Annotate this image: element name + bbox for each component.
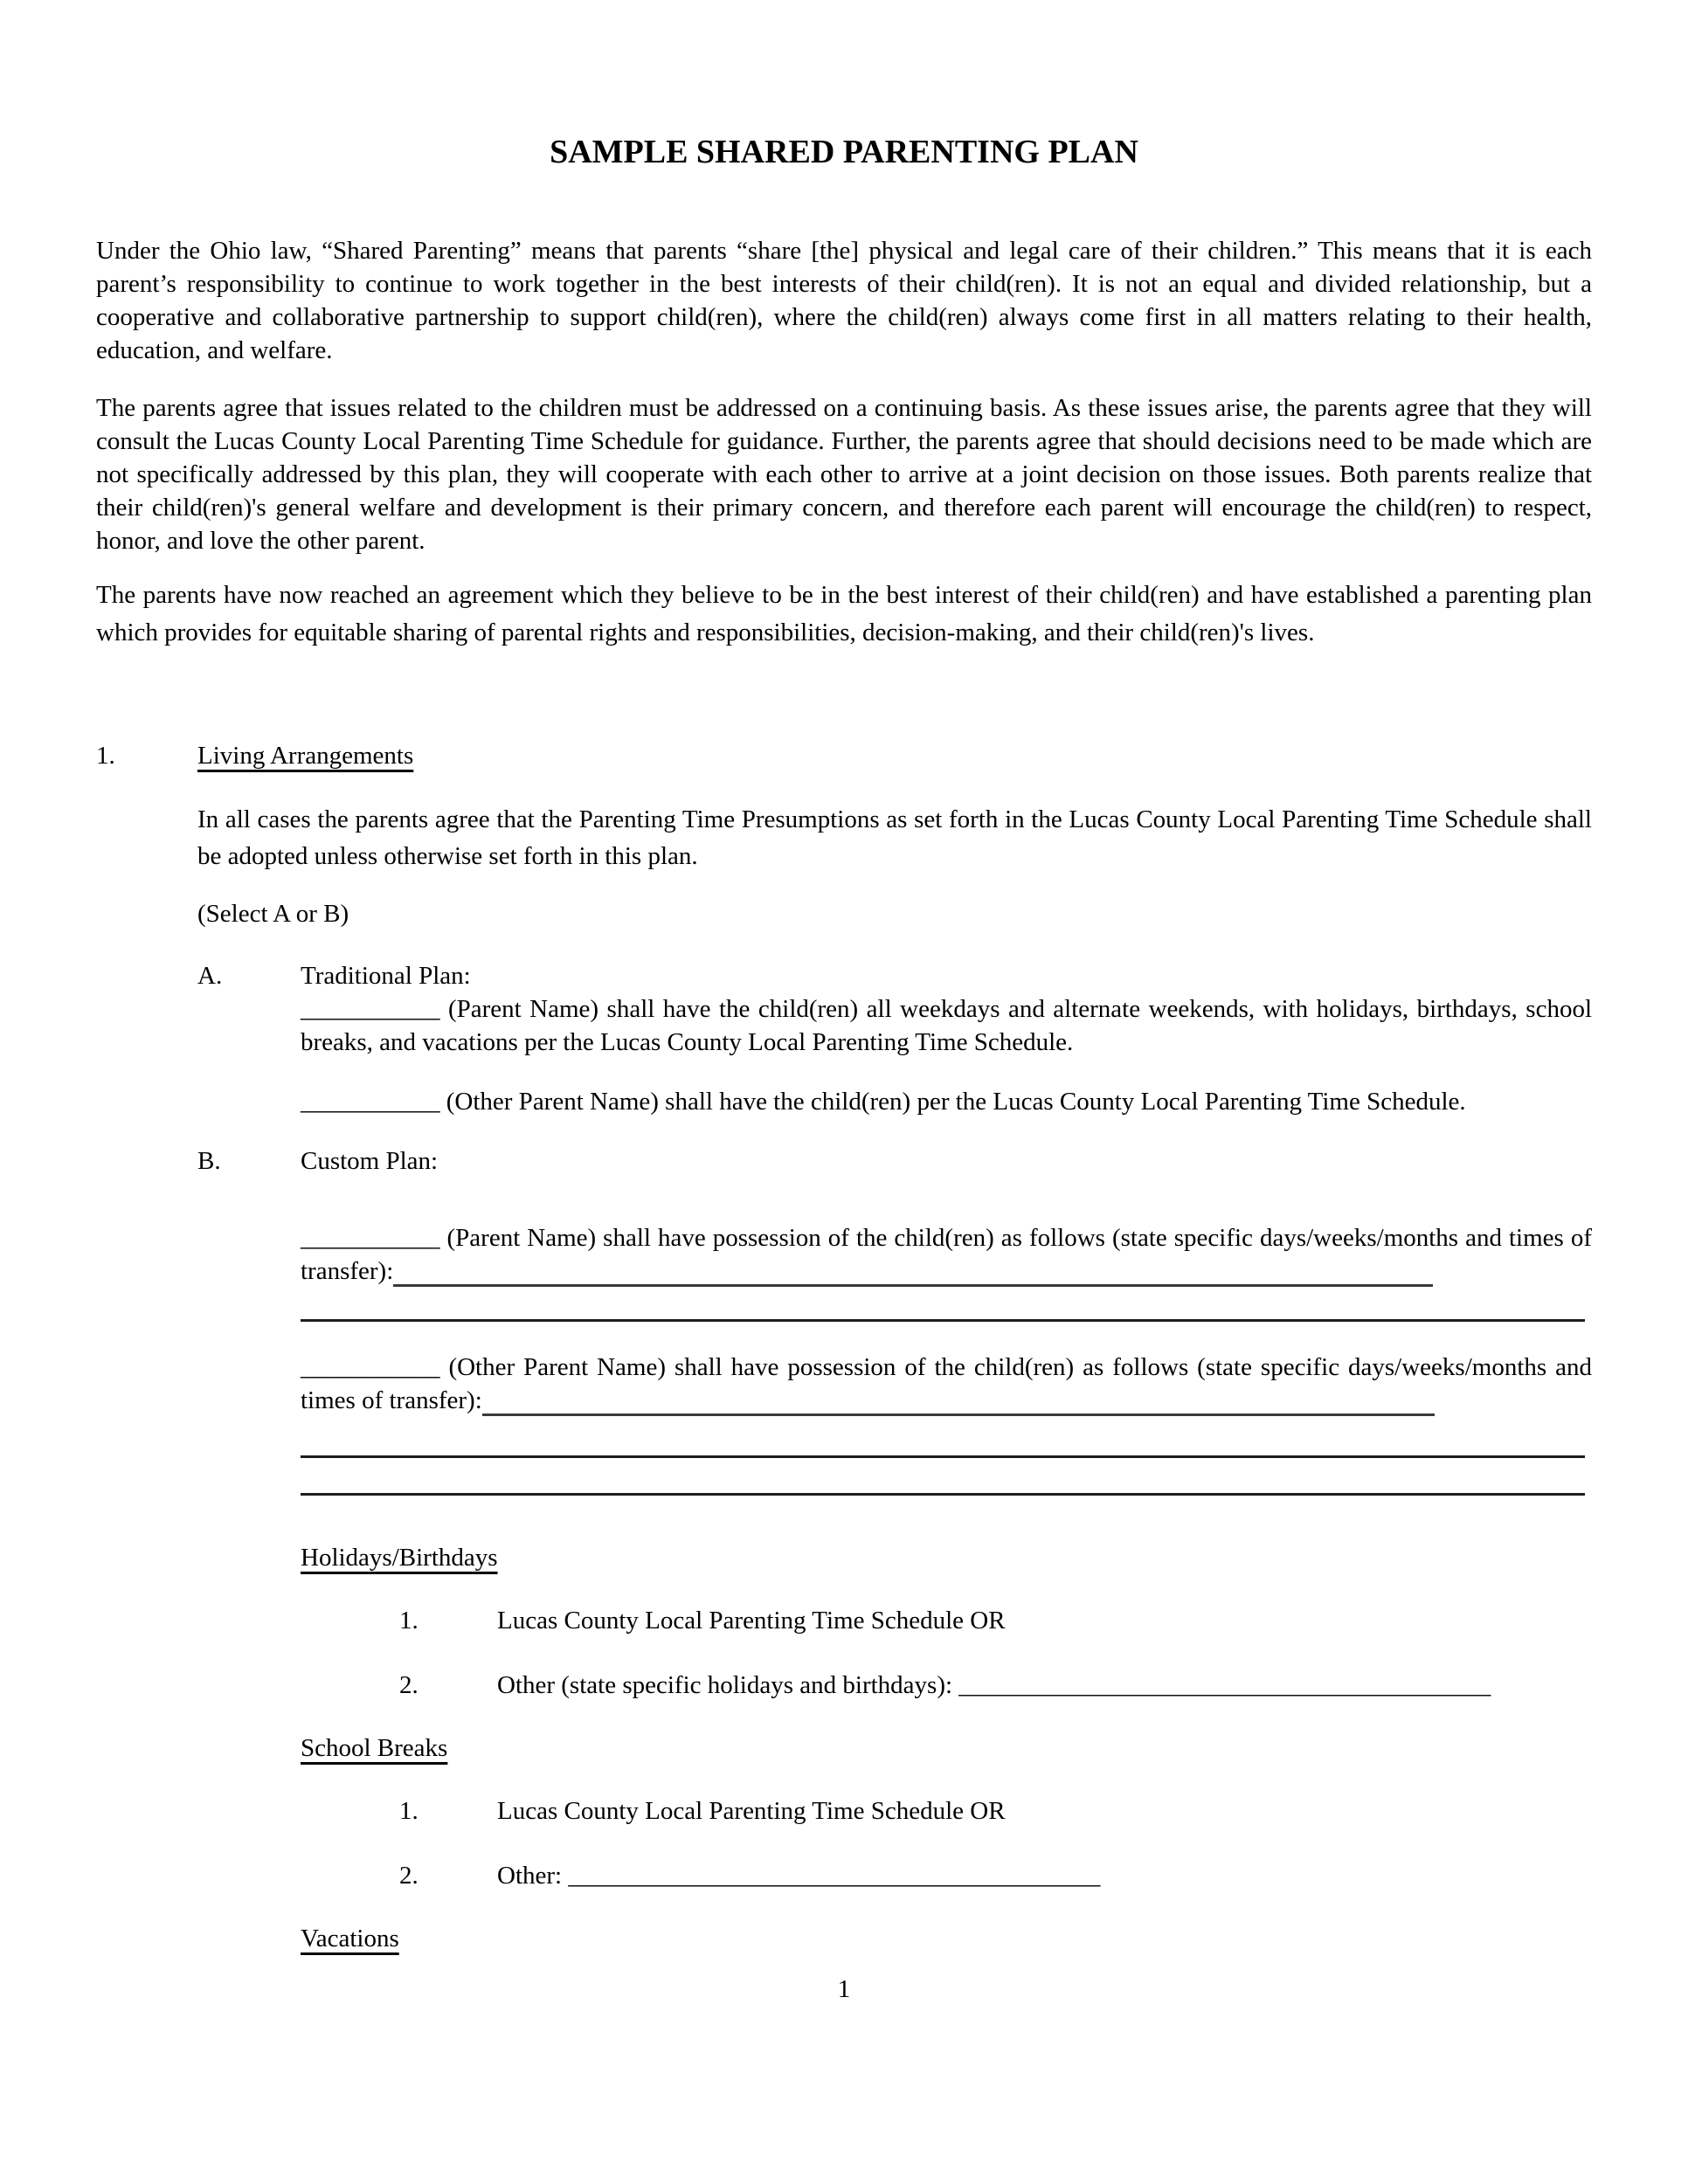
option-b-paragraph-1-text: (Parent Name) shall have possession of the child(ren) as follows (state specific days/weeks/months and times of transfer): (301, 1224, 1592, 1285)
holidays-birthdays-heading: Holidays/Birthdays (301, 1544, 498, 1572)
section-1-heading: Living Arrangements (197, 742, 414, 770)
option-a-paragraph-1-text: (Parent Name) shall have the child(ren) all weekdays and alternate weekends, with holidays, birthdays, school breaks, and vacations per the Lucas County Local Parenting Time Schedule. (301, 995, 1592, 1056)
option-a-label: A. (197, 962, 223, 990)
option-b-label: B. (197, 1147, 221, 1175)
page-content (0, 131, 1688, 2006)
option-a-paragraph-2-text: (Other Parent Name) shall have the child(ren) per the Lucas County Local Parenting Time Schedule. (439, 1088, 1466, 1116)
school-breaks-item-2 (399, 1859, 1592, 1892)
option-a-paragraph-2 (301, 1085, 1592, 1118)
intro-paragraph-1: Under the Ohio law, “Shared Parenting” means that parents “share [the] physical and legal care of their children.” This means that it is each parent’s responsibility to continue to work together in the best interests of their child(ren). It is not an equal and divided relationship, but a cooperative and collaborative partnership to support child(ren), where the child(ren) always come first in all matters relating to their health, education, and welfare. (96, 237, 1592, 364)
holidays-item-2-number: 2. (399, 1671, 419, 1699)
school-breaks-item-1 (399, 1794, 1592, 1828)
school-breaks-item-1-number: 1. (399, 1797, 419, 1825)
option-a-row (197, 959, 1592, 992)
option-b-title: Custom Plan: (301, 1147, 439, 1175)
option-b-body (301, 1221, 1592, 1955)
school-breaks-item-2-number: 2. (399, 1862, 419, 1890)
section-1-intro-paragraph: In all cases the parents agree that the Parenting Time Presumptions as set forth in the Lucas County Local Parenting Time Schedule shall be adopted unless otherwise set forth in this plan. (197, 805, 1592, 870)
fill-in-line (301, 1455, 1585, 1458)
holidays-item-1-text: Lucas County Local Parenting Time Schedule OR (497, 1607, 1006, 1635)
option-b-row (197, 1144, 1592, 1178)
school-breaks-heading: School Breaks (301, 1734, 448, 1762)
school-breaks-item-1-text: Lucas County Local Parenting Time Schedule OR (497, 1797, 1006, 1825)
fill-in-blank: __________________________________________ (568, 1862, 1101, 1890)
school-breaks-item-2-text: Other: __________________________________________ (497, 1862, 1101, 1890)
intro-paragraph-3: The parents have now reached an agreement which they believe to be in the best interest of their child(ren) and have established a parenting plan which provides for equitable sharing of parental rights and responsibilities, decision-making, and their child(ren)'s lives. (96, 581, 1592, 646)
option-b-paragraph-2 (301, 1351, 1592, 1417)
document-title: SAMPLE SHARED PARENTING PLAN (550, 134, 1138, 170)
option-a-body (301, 992, 1592, 1118)
page-number: 1 (837, 1975, 851, 2003)
section-1-heading-row (96, 739, 1592, 772)
section-1-body (197, 801, 1592, 1955)
option-b-paragraph-2-text: (Other Parent Name) shall have possession of the child(ren) as follows (state specific days/weeks/months and times of transfer): (301, 1353, 1592, 1414)
other-parent-name-blank: ___________ (301, 1088, 440, 1116)
option-a-title: Traditional Plan: (301, 962, 471, 990)
parent-name-blank: ___________ (301, 1224, 440, 1252)
other-parent-name-blank: ___________ (301, 1353, 440, 1381)
option-a-paragraph-1 (301, 992, 1592, 1059)
fill-in-blank (482, 1407, 1435, 1416)
holidays-item-1 (399, 1604, 1592, 1637)
parent-name-blank: ___________ (301, 995, 440, 1023)
fill-in-line (301, 1493, 1585, 1496)
option-b-paragraph-1 (301, 1221, 1592, 1288)
select-a-or-b-note: (Select A or B) (197, 900, 349, 928)
intro-paragraph-2: The parents agree that issues related to the children must be addressed on a continuing basis. As these issues arise, the parents agree that they will consult the Lucas County Local Parenting Time Schedule for guidance. Further, the parents agree that should decisions need to be made which are not specifically addressed by this plan, they will cooperate with each other to arrive at a joint decision on those issues. Both parents realize that their child(ren)'s general welfare and development is their primary concern, and therefore each parent will encourage the child(ren) to respect, honor, and love the other parent. (96, 394, 1592, 555)
holidays-item-1-number: 1. (399, 1607, 419, 1635)
section-1-number: 1. (96, 742, 115, 770)
vacations-heading: Vacations (301, 1925, 399, 1952)
fill-in-blank: __________________________________________ (958, 1671, 1491, 1699)
holidays-item-2-text: Other (state specific holidays and birthdays): __________________________________________ (497, 1671, 1491, 1699)
fill-in-blank (393, 1278, 1433, 1287)
holidays-item-2 (399, 1669, 1592, 1702)
fill-in-line (301, 1319, 1585, 1322)
